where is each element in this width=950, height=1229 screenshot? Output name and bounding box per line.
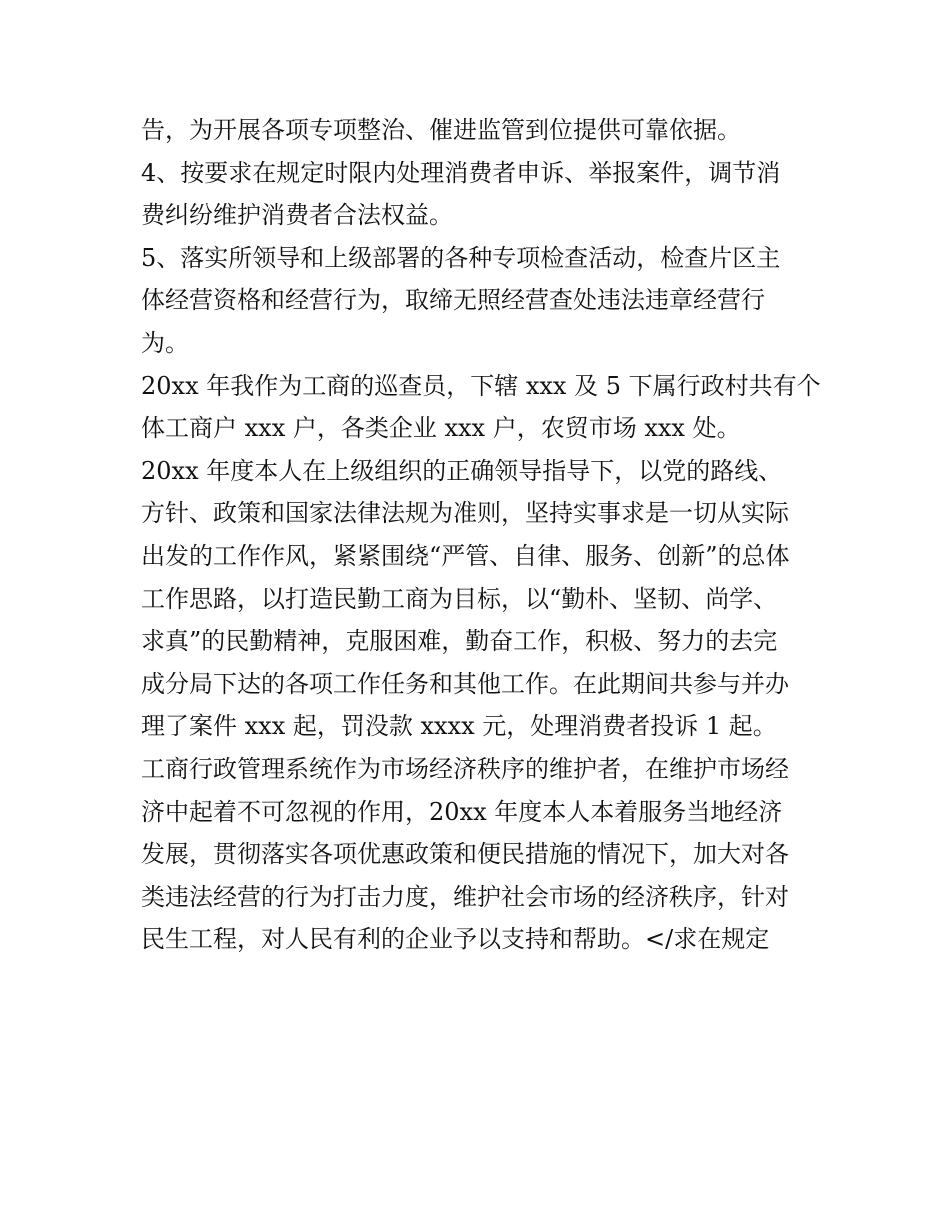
text-line: 出发的工作作风，紧紧围绕“严管、自律、服务、创新”的总体 (141, 541, 790, 570)
text-line: 方针、政策和国家法律法规为准则，坚持实事求是一切从实际 (141, 499, 789, 528)
body-text (141, 109, 821, 961)
text-line: 20xx 年度本人在上级组织的正确领导指导下，以党的路线、 (141, 456, 783, 485)
text-line: 民生工程，对人民有利的企业予以支持和帮助。</求在规定 (141, 925, 770, 954)
text-line: 类违法经营的行为打击力度，维护社会市场的经济秩序，针对 (141, 882, 789, 911)
text-line: 求真”的民勤精神，克服困难，勤奋工作，积极、努力的去完 (141, 627, 778, 656)
text-line: 理了案件 xxx 起，罚没款 xxxx 元，处理消费者投诉 1 起。 (141, 712, 777, 741)
text-line: 济中起着不可忽视的作用，20xx 年度本人本着服务当地经济 (141, 797, 783, 826)
text-line: 告，为开展各项专项整治、催进监管到位提供可靠依据。 (141, 116, 741, 144)
text-line: 体工商户 xxx 户，各类企业 xxx 户，农贸市场 xxx 处。 (141, 414, 741, 443)
text-line: 发展，贯彻落实各项优惠政策和便民措施的情况下，加大对各 (141, 840, 789, 869)
text-line: 成分局下达的各项工作任务和其他工作。在此期间共参与并办 (141, 669, 789, 698)
text-line: 费纠纷维护消费者合法权益。 (141, 201, 453, 230)
text-line: 工作思路，以打造民勤工商为目标，以“勤朴、坚韧、尚学、 (141, 584, 778, 613)
text-line: 体经营资格和经营行为，取缔无照经营查处违法违章经营行 (141, 286, 765, 315)
text-line: 4、按要求在规定时限内处理消费者申诉、举报案件，调节消 (141, 158, 781, 187)
text-line: 20xx 年我作为工商的巡查员，下辖 xxx 及 5 下属行政村共有个 (141, 371, 821, 400)
text-line: 工商行政管理系统作为市场经济秩序的维护者，在维护市场经 (141, 754, 789, 783)
text-line: 为。 (141, 328, 189, 357)
text-line: 5、落实所领导和上级部署的各种专项检查活动，检查片区主 (141, 243, 781, 272)
